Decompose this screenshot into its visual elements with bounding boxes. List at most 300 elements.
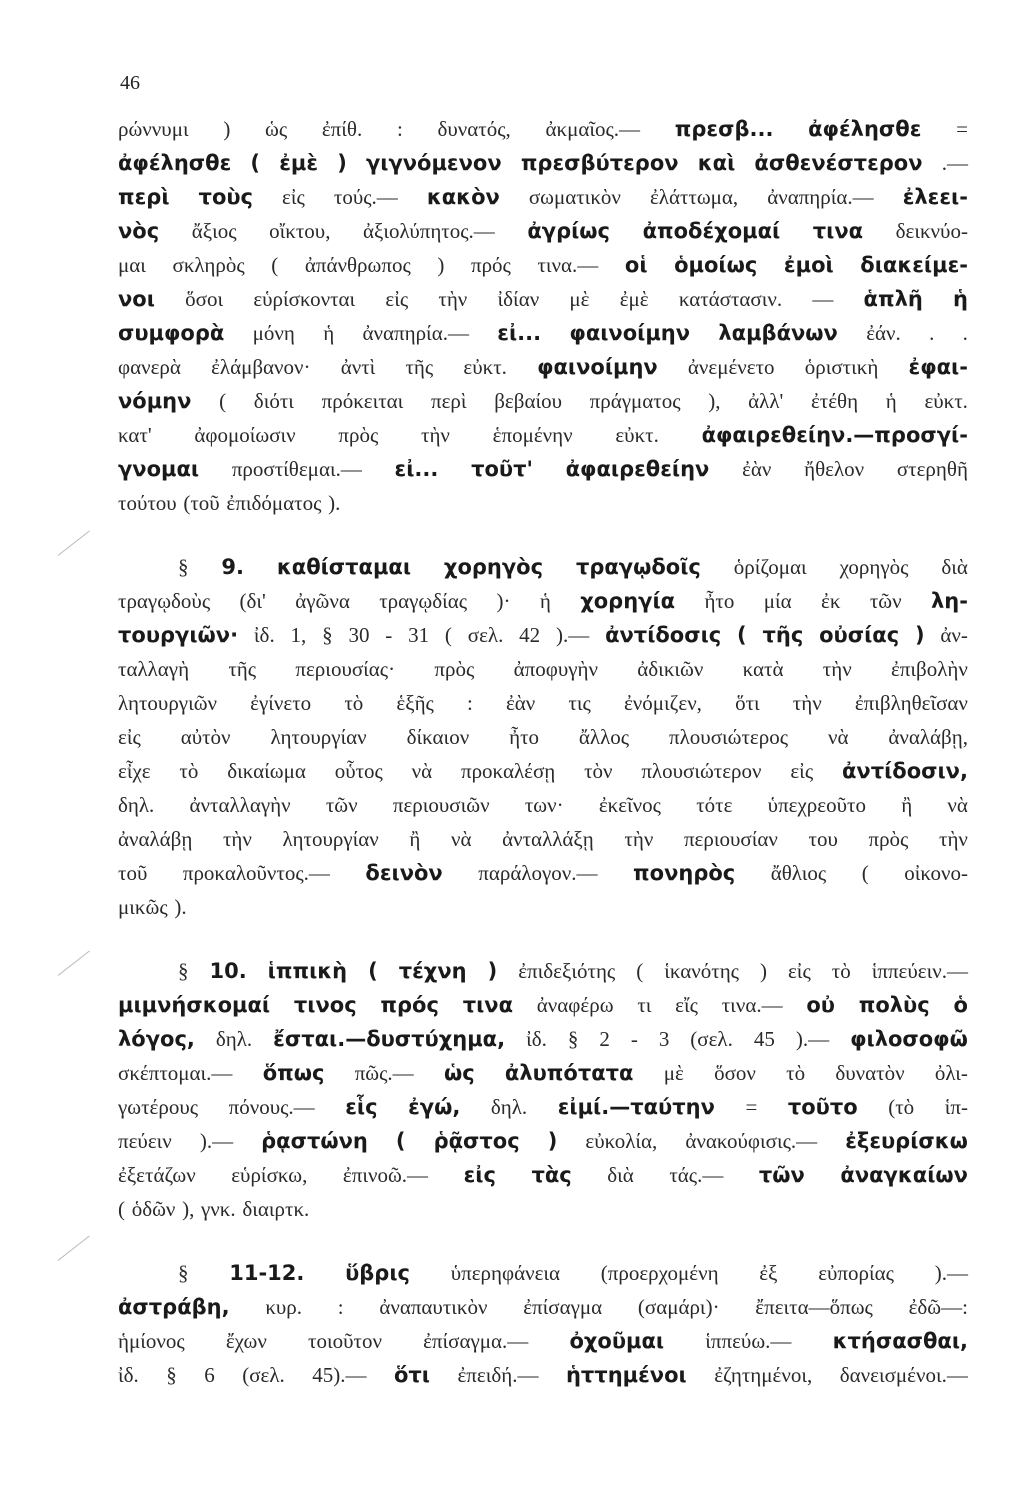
lemma-word: χορηγὸς xyxy=(443,555,544,579)
gloss-word: κατ' xyxy=(118,423,152,447)
gloss-word: ἐτέθη xyxy=(810,389,859,413)
gloss-word: ἔχων xyxy=(225,1329,267,1353)
lemma-word: τινος xyxy=(293,993,357,1017)
gloss-word: διαιρτκ. xyxy=(242,1197,310,1221)
gloss-word: ).— xyxy=(934,1261,968,1285)
gloss-word: ἀνταλλάξῃ xyxy=(502,827,594,851)
lemma-word: τὰς xyxy=(531,1163,572,1187)
lemma-word: τινα xyxy=(462,993,514,1017)
gloss-word: ).— xyxy=(795,1027,830,1051)
text-line xyxy=(118,282,968,316)
gloss-word: ὅσον xyxy=(714,1061,756,1085)
text-line xyxy=(118,652,968,686)
gloss-word: πλουσιώτερον xyxy=(641,759,762,783)
gloss-word: ἔπειτα—ὅπως xyxy=(755,1295,873,1319)
gloss-word: εἰς xyxy=(118,725,141,749)
gloss-word: ἐπιδεξιότης xyxy=(518,959,616,983)
lemma-word: ἐλεει- xyxy=(902,185,968,209)
gloss-word: εἴς xyxy=(675,993,698,1017)
gloss-word: ἰδίαν xyxy=(497,287,540,311)
gloss-word: . xyxy=(962,321,968,345)
lemma-word: καὶ xyxy=(697,151,736,175)
gloss-word: μὲ xyxy=(569,287,590,311)
gloss-word: των· xyxy=(524,793,564,817)
gloss-word: οἰκονο- xyxy=(904,861,968,885)
gloss-word: πρὸς xyxy=(868,827,909,851)
gloss-word: ἰδ. xyxy=(526,1027,547,1051)
gloss-word: παράλογον.— xyxy=(478,861,598,885)
gloss-word: τῆς xyxy=(405,355,434,379)
text-line xyxy=(118,452,968,486)
gloss-word: ἄλλος xyxy=(578,725,630,749)
lemma-word: ἀλυπότατα xyxy=(504,1061,634,1085)
gloss-word: ἐξ xyxy=(759,1261,778,1285)
gloss-word: § xyxy=(322,623,333,647)
lemma-word: ῥᾷστος xyxy=(433,1129,520,1153)
lemma-word: χορηγία xyxy=(580,589,676,613)
gloss-word: (σελ. xyxy=(242,1363,285,1387)
lemma-word: εἷς xyxy=(345,1095,378,1119)
lemma-word: οὐ xyxy=(806,993,835,1017)
gloss-word: λητουργίαν xyxy=(270,725,367,749)
gloss-word: μία xyxy=(763,589,792,613)
gloss-word: 45 xyxy=(753,1027,775,1051)
gloss-word: περὶ xyxy=(431,389,467,413)
gloss-word: τραγῳδοὺς xyxy=(118,589,211,613)
gloss-word: ἐκεῖνος xyxy=(598,793,661,817)
gloss-word: ἀνταλλαγὴν xyxy=(189,793,291,817)
lemma-word: λόγος, xyxy=(118,1027,195,1051)
gloss-word: (σαμάρι)· xyxy=(637,1295,720,1319)
gloss-word: εἰς xyxy=(385,287,409,311)
lemma-word: ὡς xyxy=(443,1061,475,1085)
text-line xyxy=(118,584,968,618)
gloss-word: ἀνακούφισις.— xyxy=(685,1129,818,1153)
paragraph-gap xyxy=(118,520,968,550)
gloss-word: εἰς xyxy=(790,759,814,783)
gloss-word: ὑπερηφάνεια xyxy=(450,1261,561,1285)
gloss-word: ( xyxy=(271,253,279,277)
gloss-word: ἀναπαυτικὸν xyxy=(379,1295,488,1319)
gloss-word: τὸν xyxy=(584,759,613,783)
gloss-word: εὐκτ. xyxy=(463,355,507,379)
text-line xyxy=(118,112,968,146)
gloss-word: φανερὰ xyxy=(118,355,181,379)
gloss-word: : xyxy=(396,117,403,141)
gloss-word: 2 xyxy=(599,1027,610,1051)
paragraph-gap xyxy=(118,924,968,954)
lemma-word: μιμνήσκομαί xyxy=(118,993,271,1017)
lemma-word: οὐσίας xyxy=(819,623,900,647)
gloss-word: περιουσιῶν xyxy=(392,793,490,817)
gloss-word: ἐλάττωμα, xyxy=(649,185,739,209)
text-line xyxy=(118,1090,968,1124)
gloss-word: βεβαίου xyxy=(494,389,562,413)
gloss-word: πῶς.— xyxy=(354,1061,414,1085)
gloss-word: σωματικὸν xyxy=(528,185,621,209)
gloss-word: τὸ xyxy=(344,691,364,715)
lemma-word: ὕβρις xyxy=(345,1261,410,1285)
gloss-word: ἰδ. xyxy=(253,623,275,647)
gloss-word: — xyxy=(812,287,834,311)
gloss-word: εἰς xyxy=(787,959,811,983)
gloss-word: διὰ xyxy=(941,555,968,579)
gloss-word: - xyxy=(385,623,393,647)
commentary-text xyxy=(118,112,968,1392)
lemma-word: πονηρὸς xyxy=(633,861,736,885)
lemma-word: εἰμί.—ταύτην xyxy=(557,1095,715,1119)
gloss-word: ἀναπηρία.— xyxy=(767,185,874,209)
lemma-word: τῆς xyxy=(762,623,804,647)
gloss-word: ἀκμαῖος.— xyxy=(545,117,641,141)
lemma-word: διακείμε- xyxy=(860,253,968,277)
gloss-word: ἐλάμβανον· xyxy=(211,355,311,379)
gloss-word: 45).— xyxy=(312,1363,367,1387)
pencil-mark xyxy=(58,530,90,555)
gloss-word: εὐκολία, xyxy=(585,1129,658,1153)
gloss-word: ), xyxy=(182,1197,195,1221)
text-line xyxy=(118,350,968,384)
gloss-word: πρός xyxy=(470,253,511,277)
gloss-word: νὰ xyxy=(411,759,433,783)
text-line xyxy=(118,486,968,520)
lemma-word: τουργιῶν· xyxy=(118,623,239,647)
gloss-word: § xyxy=(178,1261,189,1285)
lemma-word: τινα xyxy=(812,219,864,243)
gloss-word: (δι' xyxy=(239,589,266,613)
gloss-word: (τοῦ xyxy=(183,491,220,515)
text-line xyxy=(118,890,968,924)
lemma-word: ἀσθενέστερον xyxy=(754,151,923,175)
gloss-word: γνκ. xyxy=(201,1197,236,1221)
gloss-word: ( xyxy=(861,861,869,885)
gloss-word: χορηγὸς xyxy=(839,555,909,579)
gloss-word: (σελ. xyxy=(690,1027,733,1051)
gloss-word: τὴν xyxy=(792,691,822,715)
gloss-word: § xyxy=(178,555,189,579)
lemma-word: ἐγώ, xyxy=(408,1095,461,1119)
gloss-word: )· xyxy=(496,589,511,613)
gloss-word: μόνη xyxy=(252,321,295,345)
lemma-word: ἐφαι- xyxy=(908,355,968,379)
gloss-word: ἐπινοῶ.— xyxy=(342,1163,429,1187)
gloss-word: τὸ xyxy=(786,1061,806,1085)
gloss-word: νὰ xyxy=(451,827,472,851)
gloss-word: - xyxy=(630,1027,638,1051)
gloss-word: ἐμὲ xyxy=(619,287,649,311)
gloss-word: τῶν xyxy=(325,793,358,817)
gloss-word: = xyxy=(956,117,968,141)
lemma-word: τοῦτ' xyxy=(471,457,533,481)
lemma-word: ( xyxy=(737,623,747,647)
gloss-word: ἄξιος xyxy=(191,219,237,243)
lemma-word: ) xyxy=(914,623,925,647)
lemma-word: ἐμὲ xyxy=(279,151,319,175)
gloss-word: τὸ xyxy=(179,759,199,783)
lemma-word: εἰς xyxy=(463,1163,496,1187)
lemma-word: πολὺς xyxy=(858,993,930,1017)
lemma-word: ἀφαιρεθείην.—προσγί- xyxy=(701,423,968,447)
lemma-word: γιγνόμενον xyxy=(365,151,502,175)
text-line xyxy=(118,1324,968,1358)
gloss-word: ἱππεύειν.— xyxy=(871,959,968,983)
gloss-word: ἐάν. xyxy=(866,321,901,345)
text-line xyxy=(118,1056,968,1090)
gloss-word: πράγματος xyxy=(589,389,681,413)
gloss-word: (τὸ xyxy=(888,1095,915,1119)
gloss-word: ) xyxy=(760,959,767,983)
gloss-word: ἐπειδή.— xyxy=(457,1363,539,1387)
text-line xyxy=(118,1192,968,1226)
gloss-word: πρόκειται xyxy=(321,389,404,413)
gloss-word: δανεισμένοι.— xyxy=(839,1363,968,1387)
text-line xyxy=(118,1158,968,1192)
gloss-word: ἀνεμένετο xyxy=(687,355,775,379)
gloss-word: δεικνύο- xyxy=(895,219,968,243)
lemma-word: ἐξευρίσκω xyxy=(845,1129,968,1153)
gloss-word: ἀναφέρω xyxy=(536,993,614,1017)
gloss-word: τὴν xyxy=(421,423,450,447)
gloss-word: ἀφομοίωσιν xyxy=(194,423,296,447)
gloss-word: ( xyxy=(444,623,452,647)
gloss-word: ἐπιβληθεῖσαν xyxy=(854,691,968,715)
gloss-word: δηλ. xyxy=(215,1027,253,1051)
gloss-word: ἱππεύω.— xyxy=(705,1329,792,1353)
gloss-word: ) xyxy=(437,253,445,277)
lemma-word: ) xyxy=(487,959,498,983)
text-line xyxy=(118,1358,968,1392)
gloss-word: ἡ xyxy=(323,321,335,345)
gloss-word: ἡμίονος xyxy=(118,1329,185,1353)
gloss-word: πρὸς xyxy=(434,657,475,681)
gloss-word: μαι xyxy=(118,253,146,277)
gloss-word: σκέπτομαι.— xyxy=(118,1061,233,1085)
page-number: 46 xyxy=(120,72,140,94)
gloss-word: ἐπίσαγμα xyxy=(523,1295,603,1319)
gloss-word: τάς.— xyxy=(669,1163,724,1187)
text-line xyxy=(118,686,968,720)
gloss-word: ( xyxy=(636,959,644,983)
lemma-word: τοῦτο xyxy=(787,1095,858,1119)
lemma-word: τραγῳδοῖς xyxy=(575,555,701,579)
gloss-word: προκαλέσῃ xyxy=(460,759,556,783)
gloss-word: μικῶς xyxy=(118,895,168,919)
text-line xyxy=(118,988,968,1022)
gloss-word: τινα.— xyxy=(721,993,783,1017)
gloss-word: ( xyxy=(118,1197,125,1221)
text-line xyxy=(118,1256,968,1290)
gloss-word: δηλ. xyxy=(118,793,155,817)
text-line xyxy=(118,788,968,822)
text-line xyxy=(118,146,968,180)
lemma-word: ( xyxy=(395,1129,406,1153)
text-line xyxy=(118,720,968,754)
lemma-word: εἰ... xyxy=(394,457,439,481)
gloss-word: κατάστασιν. xyxy=(678,287,783,311)
text-line xyxy=(118,384,968,418)
gloss-word: δηλ. xyxy=(490,1095,528,1119)
lemma-word: ὁμοίως xyxy=(674,253,758,277)
text-line xyxy=(118,180,968,214)
text-line xyxy=(118,856,968,890)
gloss-word: ὅτι xyxy=(735,691,760,715)
lemma-word: πρεσβύτερον xyxy=(520,151,679,175)
gloss-word: ἢ xyxy=(409,827,421,851)
lemma-word: φαινοίμην xyxy=(537,355,658,379)
lemma-word: ἔσται.—δυστύχημα, xyxy=(273,1027,506,1051)
lemma-word: ( xyxy=(368,959,378,983)
gloss-word: ἀδικιῶν xyxy=(637,657,704,681)
gloss-word: εὑρίσκω, xyxy=(231,1163,308,1187)
gloss-word: § xyxy=(567,1027,579,1051)
gloss-word: ἡ xyxy=(539,589,551,613)
gloss-word: τὴν xyxy=(438,287,468,311)
text-line xyxy=(118,1290,968,1324)
gloss-word: ).— xyxy=(555,623,590,647)
gloss-word: ἐὰν xyxy=(505,691,536,715)
gloss-word: ρώννυμι xyxy=(118,117,189,141)
lemma-word: ῥᾳστώνη xyxy=(261,1129,368,1153)
gloss-word: 31 xyxy=(408,623,430,647)
gloss-word: τῆς xyxy=(228,657,257,681)
gloss-word: ἑπομένην xyxy=(492,423,573,447)
gloss-word: ἱπ- xyxy=(944,1095,968,1119)
gloss-word: πρὸς xyxy=(338,423,379,447)
gloss-word: : xyxy=(467,691,473,715)
gloss-word: εἶχε xyxy=(118,759,151,783)
text-line xyxy=(118,754,968,788)
gloss-word: πόνους.— xyxy=(228,1095,315,1119)
gloss-word: οἴκτου, xyxy=(269,219,331,243)
pencil-mark xyxy=(58,1235,90,1260)
pencil-mark xyxy=(58,950,90,975)
gloss-word: 6 xyxy=(204,1363,215,1387)
text-line xyxy=(118,214,968,248)
gloss-word: ἦτο xyxy=(704,589,735,613)
gloss-word: κυρ. xyxy=(265,1295,303,1319)
lemma-word: εἰ... xyxy=(497,321,542,345)
gloss-word: εὑρίσκονται xyxy=(253,287,356,311)
gloss-word: προστίθεμαι.— xyxy=(231,457,362,481)
gloss-word: ἦτο xyxy=(509,725,540,749)
lemma-word: λαμβάνων xyxy=(718,321,838,345)
gloss-word: : xyxy=(337,1295,344,1319)
lemma-word: ) xyxy=(547,1129,558,1153)
lemma-word: ἀντίδοσις xyxy=(605,623,722,647)
gloss-word: ἐπιβολὴν xyxy=(890,657,968,681)
gloss-word: περιουσίας· xyxy=(295,657,396,681)
gloss-word: δυνατός, xyxy=(437,117,511,141)
text-line xyxy=(118,618,968,652)
gloss-word: τὴν xyxy=(822,657,852,681)
gloss-word: σκληρὸς xyxy=(172,253,245,277)
lemma-word: ἀφαιρεθείην xyxy=(565,457,710,481)
gloss-word: τινα.— xyxy=(537,253,599,277)
lemma-word: ἐμοὶ xyxy=(783,253,834,277)
gloss-word: ἐπίθ. xyxy=(321,117,363,141)
lemma-word: ( xyxy=(250,151,261,175)
gloss-word: ) xyxy=(223,117,231,141)
gloss-word: ὁριστικὴ xyxy=(804,355,879,379)
gloss-word: σελ. xyxy=(467,623,504,647)
gloss-word: ἄθλιος xyxy=(770,861,827,885)
gloss-word: πλουσιώτερος xyxy=(669,725,789,749)
lemma-word: πρός xyxy=(380,993,439,1017)
lemma-word: ὅτι xyxy=(393,1363,430,1387)
gloss-word: λητουργίαν xyxy=(282,827,379,851)
gloss-word: 30 xyxy=(348,623,370,647)
gloss-word: ἀν- xyxy=(940,623,968,647)
lemma-word: ) xyxy=(337,151,347,175)
gloss-word: εὐκτ. xyxy=(615,423,659,447)
gloss-word: ἐκ xyxy=(821,589,841,613)
lemma-word: 9. xyxy=(221,555,244,579)
lemma-word: τοὺς xyxy=(198,185,254,209)
gloss-word: ὁρίζομαι xyxy=(733,555,807,579)
gloss-word: τοιοῦτον xyxy=(308,1329,382,1353)
lemma-word: ἀναγκαίων xyxy=(840,1163,968,1187)
gloss-word: τις xyxy=(568,691,591,715)
lemma-word: πρεσβ... xyxy=(674,117,774,141)
gloss-word: ἀναλάβῃ xyxy=(118,827,193,851)
gloss-word: μὲ xyxy=(663,1061,684,1085)
gloss-word: τραγῳδίας xyxy=(379,589,468,613)
gloss-word: τότε xyxy=(696,793,733,817)
lemma-word: τέχνη xyxy=(398,959,467,983)
gloss-word: ἀναλάβῃ, xyxy=(888,725,968,749)
lemma-word: ἡττημένοι xyxy=(565,1363,687,1387)
lemma-word: τῶν xyxy=(758,1163,805,1187)
lemma-word: ἀντίδοσιν, xyxy=(841,759,968,783)
gloss-word: εὐπορίας xyxy=(818,1261,894,1285)
gloss-word: τι xyxy=(637,993,652,1017)
gloss-word: ἀγῶνα xyxy=(295,589,350,613)
gloss-word: ὡς xyxy=(265,117,288,141)
lemma-word: κακὸν xyxy=(426,185,500,209)
gloss-word: τὴν xyxy=(624,827,654,851)
gloss-word: § xyxy=(166,1363,177,1387)
gloss-word: ὀλι- xyxy=(934,1061,968,1085)
gloss-word: ταλλαγὴ xyxy=(118,657,190,681)
lemma-word: νοι xyxy=(118,287,155,311)
lemma-word: ὀχοῦμαι xyxy=(569,1329,665,1353)
gloss-word: ἑξῆς xyxy=(396,691,434,715)
text-line xyxy=(118,550,968,584)
lemma-word: ἡ xyxy=(953,287,968,311)
gloss-word: ὑπεχρεοῦτο xyxy=(767,793,866,817)
gloss-word: περιουσίαν xyxy=(683,827,778,851)
lemma-word: οἱ xyxy=(624,253,648,277)
gloss-word: ὁδῶν xyxy=(131,1197,176,1221)
gloss-word: .— xyxy=(941,151,968,175)
lemma-word: ἀφέλησθε xyxy=(808,117,922,141)
gloss-word: τὴν xyxy=(222,827,252,851)
gloss-word: οὗτος xyxy=(334,759,383,783)
gloss-word: του xyxy=(808,827,838,851)
gloss-word: ( xyxy=(219,389,227,413)
gloss-word: . xyxy=(929,321,935,345)
gloss-word: πεύειν xyxy=(118,1129,172,1153)
gloss-word: δικαίωμα xyxy=(227,759,306,783)
lemma-word: περὶ xyxy=(118,185,170,209)
gloss-word: νὰ xyxy=(947,793,968,817)
gloss-word: νὰ xyxy=(827,725,849,749)
lemma-word: ἀποδέχομαί xyxy=(642,219,781,243)
gloss-word: δυνατὸν xyxy=(835,1061,905,1085)
lemma-word: ἀστράβη, xyxy=(118,1295,230,1319)
lemma-word: 11-12. xyxy=(229,1261,305,1285)
gloss-word: ἡ xyxy=(885,389,897,413)
